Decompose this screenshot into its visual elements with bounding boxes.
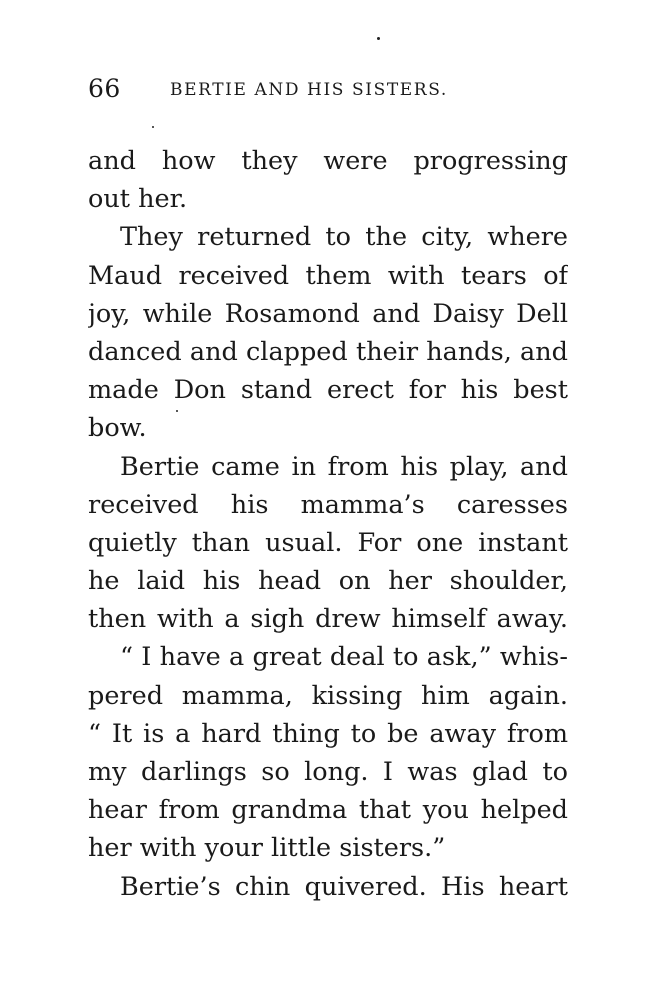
text-line: received his mamma’s caresses: [88, 489, 568, 520]
text-line: They returned to the city, where: [120, 222, 568, 253]
text-line: bow.: [88, 413, 147, 444]
text-line: Maud received them with tears of: [88, 260, 568, 291]
text-line: out her.: [88, 184, 188, 215]
page-header: [88, 72, 578, 106]
text-line: my darlings so long. I was glad to: [88, 757, 568, 787]
text-line: then with a sigh drew himself away.: [88, 604, 568, 635]
text-line: “ It is a hard thing to be away from: [88, 718, 568, 749]
text-line: and how they were progressing: [88, 146, 568, 176]
text-line: “ I have a great deal to ask,” whis-: [120, 642, 568, 673]
text-line: he laid his head on her shoulder,: [88, 566, 568, 597]
text-line: pered mamma, kissing him again.: [88, 680, 568, 711]
text-line: Bertie’s chin quivered. His heart: [120, 871, 568, 902]
body-text: [88, 142, 568, 906]
text-line: Bertie came in from his play, and: [120, 451, 568, 482]
text-line: joy, while Rosamond and Daisy Dell: [88, 298, 568, 329]
text-line: hear from grandma that you helped: [88, 795, 568, 826]
text-line: danced and clapped their hands, and: [88, 336, 568, 367]
running-title: BERTIE AND HIS SISTERS.: [170, 80, 448, 100]
text-line: quietly than usual. For one instant: [88, 527, 568, 558]
page-number: 66: [88, 74, 121, 103]
text-line: made Don stand erect for his best: [88, 375, 568, 406]
text-line: her with your little sisters.”: [88, 833, 446, 864]
print-speck: [152, 126, 154, 128]
print-speck: [377, 37, 380, 40]
